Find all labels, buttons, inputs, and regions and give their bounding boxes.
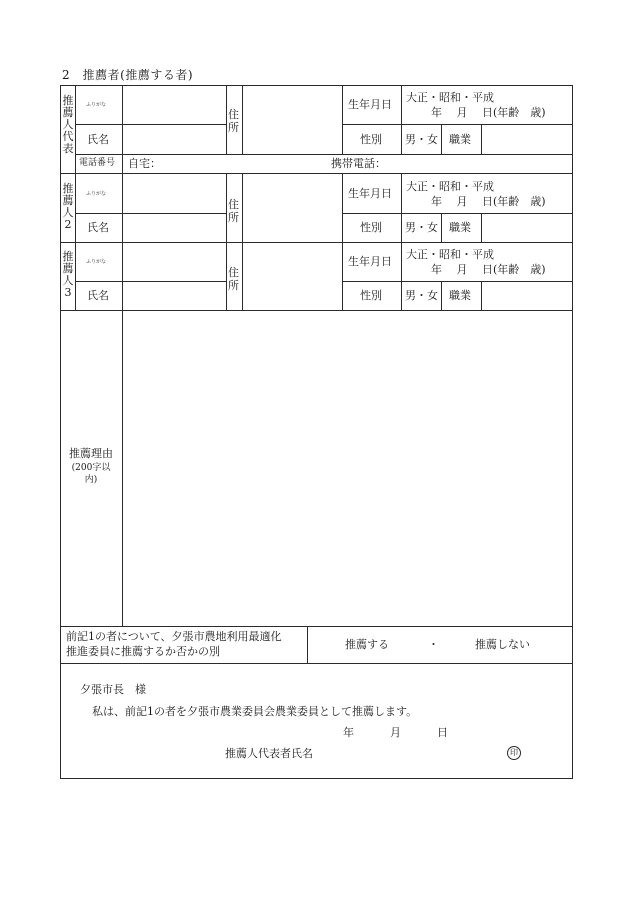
phone-label: 電話番号 bbox=[79, 158, 116, 168]
recommend-col-line bbox=[307, 626, 308, 663]
date-day-label: 日 bbox=[437, 726, 448, 739]
b1-birth-right bbox=[401, 85, 402, 154]
reason-input-area[interactable] bbox=[124, 312, 570, 624]
b23-birth-right bbox=[401, 173, 402, 310]
b1-address-label-2: 所 bbox=[228, 121, 239, 134]
signer-label: 推薦人代表者氏名 bbox=[225, 747, 313, 760]
b3-era: 大正・昭和・平成 bbox=[406, 248, 494, 261]
b3-birthdate-label: 生年月日 bbox=[348, 255, 392, 268]
b3-date-age: 年 月 日(年齢 歳) bbox=[431, 263, 546, 276]
mobile-phone-label: 携帯電話： bbox=[331, 157, 386, 170]
b1-occupation-label: 職業 bbox=[449, 133, 471, 146]
recommend-no-option[interactable]: 推薦しない bbox=[475, 638, 530, 651]
b1-addr-right bbox=[242, 85, 243, 154]
section-heading: 2 推薦者(推薦する者) bbox=[62, 68, 193, 82]
block3-label: 推 薦 人 3 bbox=[62, 250, 74, 299]
border-right bbox=[572, 85, 573, 779]
reason-note-1: (200字以 bbox=[71, 463, 111, 473]
b3-birth-line bbox=[342, 281, 573, 282]
b3-occupation-label: 職業 bbox=[449, 289, 471, 302]
b2-occupation-label: 職業 bbox=[449, 221, 471, 234]
border-top bbox=[60, 85, 573, 86]
label-col-line bbox=[75, 85, 76, 310]
block2-label: 推 薦 人 2 bbox=[62, 182, 74, 231]
b3-gender-label: 性別 bbox=[360, 289, 382, 302]
b3-furigana-label: ふりがな bbox=[86, 259, 107, 265]
b3-job-sep bbox=[481, 281, 482, 310]
b1-era: 大正・昭和・平成 bbox=[406, 91, 494, 104]
b23-sub-col bbox=[122, 173, 123, 310]
b1-birth-line bbox=[342, 124, 573, 125]
b1-name-label: 氏名 bbox=[87, 133, 109, 146]
b2-birth-line bbox=[342, 213, 573, 214]
divider-block3-reason bbox=[60, 310, 573, 311]
reason-label: 推薦理由 bbox=[69, 447, 113, 460]
b23-addr-right bbox=[242, 173, 243, 310]
date-month-label: 月 bbox=[390, 726, 401, 739]
b3-gender-sep bbox=[441, 281, 442, 310]
divider-reason-recommend bbox=[60, 626, 573, 627]
recommend-question-2: 推進委員に推薦するか否かの別 bbox=[66, 645, 220, 658]
b1-furigana-line bbox=[75, 124, 226, 125]
reason-col-line bbox=[122, 310, 123, 626]
b3-gender-options: 男・女 bbox=[405, 289, 438, 302]
date-year-label: 年 bbox=[343, 726, 354, 739]
divider-block2-block3 bbox=[60, 242, 573, 243]
b3-address-label-1: 住 bbox=[228, 266, 239, 279]
b1-birth-left bbox=[342, 85, 343, 154]
b23-addr-left bbox=[226, 173, 227, 310]
b1-job-sep bbox=[481, 124, 482, 154]
b1-furigana-label: ふりがな bbox=[86, 102, 107, 108]
b2-furigana-label: ふりがな bbox=[86, 191, 107, 197]
recommend-question-1: 前記1の者について、夕張市農地利用最適化 bbox=[66, 630, 282, 643]
b1-birthdate-label: 生年月日 bbox=[348, 98, 392, 111]
phone-sub-col bbox=[122, 154, 123, 173]
reason-note-2: 内) bbox=[84, 475, 98, 485]
divider-phone-row bbox=[75, 154, 573, 155]
home-phone-label: 自宅： bbox=[128, 157, 161, 170]
b2-gender-options: 男・女 bbox=[405, 221, 438, 234]
b1-addr-left bbox=[226, 85, 227, 154]
b2-furigana-line bbox=[75, 213, 226, 214]
b2-birthdate-label: 生年月日 bbox=[348, 187, 392, 200]
divider-recommend-footer bbox=[60, 663, 573, 664]
b1-date-age: 年 月 日(年齢 歳) bbox=[431, 106, 546, 119]
b2-address-label-1: 住 bbox=[228, 198, 239, 211]
b1-gender-options: 男・女 bbox=[405, 133, 438, 146]
block1-label: 推 薦 人 代 表 bbox=[62, 94, 74, 155]
divider-block1-block2 bbox=[60, 173, 573, 174]
addressee: 夕張市長 様 bbox=[80, 683, 146, 696]
b2-gender-sep bbox=[441, 213, 442, 242]
border-bottom bbox=[60, 778, 573, 779]
recommend-statement: 私は、前記1の者を夕張市農業委員会農業委員として推薦します。 bbox=[92, 705, 418, 718]
b1-gender-label: 性別 bbox=[360, 133, 382, 146]
recommend-yes-option[interactable]: 推薦する bbox=[345, 638, 389, 651]
recommender-form bbox=[60, 85, 573, 779]
b2-era: 大正・昭和・平成 bbox=[406, 180, 494, 193]
b2-job-sep bbox=[481, 213, 482, 242]
b3-furigana-line bbox=[75, 281, 226, 282]
b2-date-age: 年 月 日(年齢 歳) bbox=[431, 195, 546, 208]
b1-address-label-1: 住 bbox=[228, 108, 239, 121]
b23-birth-left bbox=[342, 173, 343, 310]
recommend-separator: ・ bbox=[428, 638, 439, 651]
seal-mark: 印 bbox=[507, 746, 521, 760]
b3-address-label-2: 所 bbox=[228, 279, 239, 292]
b1-gender-sep bbox=[441, 124, 442, 154]
b2-name-label: 氏名 bbox=[87, 221, 109, 234]
b3-name-label: 氏名 bbox=[87, 289, 109, 302]
b2-gender-label: 性別 bbox=[360, 221, 382, 234]
b1-sub-col bbox=[122, 85, 123, 154]
b2-address-label-2: 所 bbox=[228, 211, 239, 224]
